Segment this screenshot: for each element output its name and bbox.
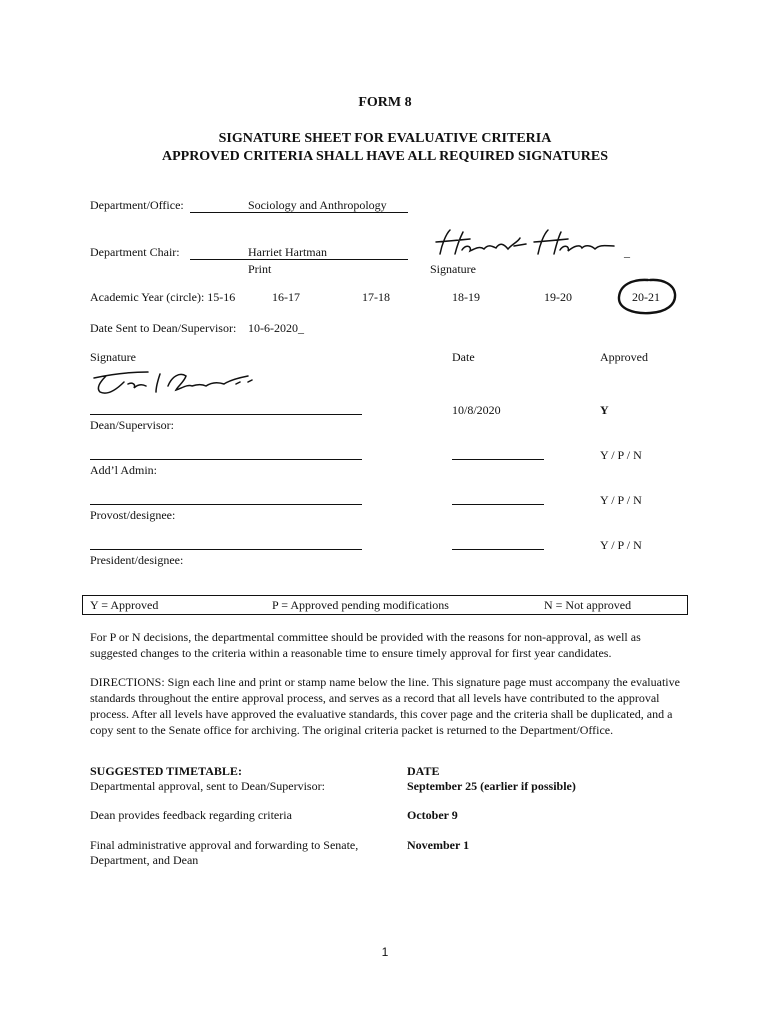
chair-signature-label: Signature	[430, 262, 476, 276]
legend-pending: P = Approved pending modifications	[272, 598, 449, 612]
timetable-step-line1: Final administrative approval and forwarding to Senate,	[90, 838, 359, 852]
form-label: FORM 8	[358, 95, 412, 110]
timetable-step: Dean provides feedback regarding criteria	[90, 808, 292, 822]
approved-options-president: Y / P / N	[600, 538, 642, 552]
form-title-line1: SIGNATURE SHEET FOR EVALUATIVE CRITERIA	[218, 131, 552, 146]
chair-print-label: Print	[248, 262, 272, 276]
role-label-dean: Dean/Supervisor:	[90, 418, 174, 432]
timetable-date: October 9	[407, 808, 458, 822]
chair-name: Harriet Hartman	[190, 245, 408, 260]
chair-signature	[430, 224, 620, 264]
selection-circle-icon	[614, 277, 678, 317]
date-sent-label: Date Sent to Dean/Supervisor:	[90, 321, 237, 335]
timetable-step-line2: Department, and Dean	[90, 853, 199, 867]
legend-not-approved: N = Not approved	[544, 598, 632, 612]
directions-paragraph: DIRECTIONS: Sign each line and print or stamp name below the line. This signature page must accompany the evaluative standards throughout the entire approval process, and serves as a record that all levels have contributed to the approval process. After all levels have approved the evaluative standards, this cover page and the criteria shall be duplicated, and a copy sent to the Senate office for archiving. The original criteria packet is returned to the Department/Office.	[90, 675, 680, 737]
timetable-date-heading: DATE	[407, 764, 440, 778]
col-header-signature: Signature	[90, 350, 136, 364]
academic-year-option: 18-19	[452, 290, 480, 304]
academic-year-option: 17-18	[362, 290, 390, 304]
form-title-line2: APPROVED CRITERIA SHALL HAVE ALL REQUIRED SIGNATURES	[161, 149, 609, 164]
department-label: Department/Office:	[90, 198, 184, 212]
academic-year-option: 19-20	[544, 290, 572, 304]
chair-trailing-mark: _	[624, 245, 630, 259]
academic-year-option-selected: 20-21	[632, 290, 660, 304]
department-value: Sociology and Anthropology	[190, 198, 408, 213]
col-header-approved: Approved	[600, 350, 648, 364]
p-or-n-paragraph: For P or N decisions, the departmental committee should be provided with the reasons for non-approval, as well as suggested changes to the criteria within a reasonable time to ensure timely approval for first year candidates.	[90, 630, 641, 660]
date-value-dean: 10/8/2020	[452, 403, 501, 417]
role-label-addl-admin: Add’l Admin:	[90, 463, 158, 477]
approved-options-provost: Y / P / N	[600, 493, 642, 507]
chair-label: Department Chair:	[90, 245, 180, 259]
legend-approved: Y = Approved	[90, 598, 159, 612]
academic-year-label: Academic Year (circle): 15-16	[90, 290, 236, 304]
approved-value-dean: Y	[600, 403, 609, 417]
timetable-date: September 25 (earlier if possible)	[407, 779, 576, 793]
timetable-date: November 1	[407, 838, 470, 852]
academic-year-option: 16-17	[272, 290, 300, 304]
dean-signature	[88, 364, 268, 404]
role-label-president: President/designee:	[90, 553, 184, 567]
timetable-heading: SUGGESTED TIMETABLE:	[90, 764, 242, 778]
date-sent-value: 10-6-2020_	[248, 321, 304, 335]
page-number: 1	[381, 945, 389, 959]
approved-options-addl-admin: Y / P / N	[600, 448, 642, 462]
col-header-date: Date	[452, 350, 475, 364]
role-label-provost: Provost/designee:	[90, 508, 176, 522]
timetable-step: Departmental approval, sent to Dean/Supervisor:	[90, 779, 325, 793]
